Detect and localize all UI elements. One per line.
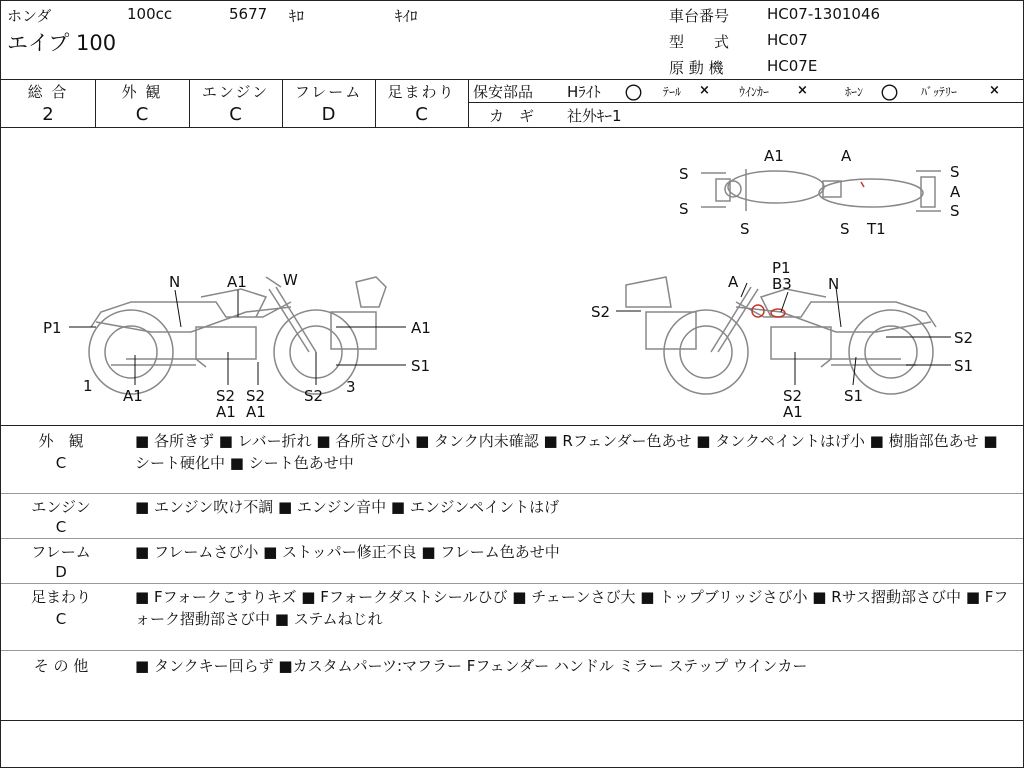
key-value: 社外ｷｰ1: [567, 107, 622, 125]
grades-row: [1, 79, 1023, 128]
grade-label: 総 合: [27, 83, 69, 101]
top-label: S: [840, 220, 850, 238]
right-label: S2: [591, 303, 611, 321]
engine-label: 原 動 機: [669, 59, 724, 77]
right-label: A: [728, 273, 739, 291]
section-label: 足まわり: [30, 588, 91, 606]
grade-label: フレーム: [294, 83, 363, 101]
grade-label: エンジン: [201, 83, 270, 101]
left-label: P1: [43, 319, 62, 337]
safety-horn-label: ﾎｰﾝ: [845, 85, 864, 99]
maker: ホンダ: [7, 7, 52, 25]
section-text: ■ タンクキー回らず ■カスタムパーツ:マフラー Fフェンダー ハンドル ミラー ステップ ウインカー: [135, 657, 808, 675]
key-label: カ ギ: [489, 107, 535, 125]
top-label: S: [679, 200, 689, 218]
grade-overall: [1, 79, 96, 127]
left-label: A1: [227, 273, 247, 291]
left-label: 3: [346, 378, 356, 396]
right-label: A1: [783, 403, 803, 421]
safety-battery-mark: ×: [989, 83, 1000, 98]
left-label: A1: [411, 319, 431, 337]
right-label: S1: [954, 357, 974, 375]
top-label: S: [950, 163, 960, 181]
top-label: S: [740, 220, 750, 238]
right-label: S2: [783, 387, 803, 405]
left-label: 1: [83, 377, 93, 395]
model-name: エイプ 100: [7, 31, 117, 55]
grade-exterior: [95, 79, 190, 127]
right-label: B3: [772, 275, 792, 293]
displacement: 100cc: [127, 5, 173, 23]
section-label: 外 観: [38, 432, 84, 450]
mileage-unit-2: ｷｲﾛ: [395, 7, 418, 25]
mileage-unit: ｷﾛ: [289, 7, 305, 25]
grade-engine: [189, 79, 283, 127]
grade-label: 外 観: [121, 83, 163, 101]
section-grade: C: [55, 518, 67, 536]
left-label: S2: [216, 387, 236, 405]
top-label: A: [950, 183, 961, 201]
safety-headlight-label: Hﾗｲﾄ: [567, 83, 601, 101]
safety-horn-mark: 〇: [881, 84, 898, 104]
section-text: ■ Fフォークこすりキズ ■ Fフォークダストシールひび ■ チェーンさび大 ■ トップブリッジさび小 ■ Rサス摺動部さび中 ■ Fフォーク摺動部さび中 ■ ステムねじれ: [135, 588, 1009, 628]
section-exterior: [1, 426, 1023, 494]
safety-tail-label: ﾃｰﾙ: [663, 85, 682, 99]
diagram-labels: [43, 147, 973, 421]
section-text: ■ 各所きず ■ レバー折れ ■ 各所さび小 ■ タンク内未確認 ■ Rフェンダー色あせ ■ タンクペイントはげ小 ■ 樹脂部色あせ ■ シート硬化中 ■ シート色あせ中: [135, 432, 998, 472]
section-label: エンジン: [31, 498, 91, 516]
safety-headlight-mark: 〇: [625, 84, 642, 104]
section-suspension: [1, 584, 1023, 651]
frame-no: HC07-1301046: [767, 5, 881, 23]
safety-title: 保安部品: [473, 83, 534, 101]
section-grade: D: [55, 563, 67, 581]
frame-no-label: 車台番号: [669, 7, 730, 25]
section-text: ■ エンジン吹け不調 ■ エンジン音中 ■ エンジンペイントはげ: [135, 498, 560, 516]
grade-frame: [282, 79, 376, 127]
engine-value: HC07E: [767, 57, 818, 75]
left-label: S1: [411, 357, 431, 375]
grade-value: D: [321, 104, 336, 125]
left-label: A1: [246, 403, 266, 421]
grade-value: C: [135, 104, 149, 125]
left-label: W: [283, 271, 298, 289]
top-label: A: [841, 147, 852, 165]
grade-suspension: [375, 79, 469, 127]
top-label: S: [679, 165, 689, 183]
right-label: N: [828, 275, 840, 293]
right-label: S2: [954, 329, 974, 347]
type-value: HC07: [767, 31, 808, 49]
section-engine: [1, 494, 1023, 539]
section-frame: [1, 539, 1023, 584]
left-label: A1: [216, 403, 236, 421]
safety-row: [469, 79, 1023, 103]
damage-diagram: [1, 127, 1023, 426]
top-label: S: [950, 202, 960, 220]
section-other: [1, 651, 1023, 721]
left-label: S2: [246, 387, 266, 405]
left-label: A1: [123, 387, 143, 405]
section-label: そ の 他: [33, 657, 89, 675]
top-label: A1: [764, 147, 784, 165]
grade-value: C: [415, 104, 428, 125]
section-grade: C: [55, 454, 67, 472]
header: [1, 1, 1023, 80]
safety-battery-label: ﾊﾞｯﾃﾘｰ: [921, 85, 958, 99]
section-grade: C: [55, 610, 67, 628]
motorcycle-diagram: [1, 127, 1023, 425]
right-label: P1: [772, 259, 791, 277]
top-label: T1: [867, 220, 886, 238]
right-side-bike: [626, 277, 936, 394]
section-label: フレーム: [31, 543, 91, 561]
type-label: 型 式: [669, 33, 730, 51]
left-label: S2: [304, 387, 324, 405]
section-text: ■ フレームさび小 ■ ストッパー修正不良 ■ フレーム色あせ中: [135, 543, 560, 561]
safety-parts: [469, 79, 1023, 127]
mileage: 5677: [229, 5, 268, 23]
top-view-bike: [701, 169, 941, 211]
safety-winker-mark: ×: [797, 83, 808, 98]
left-label: N: [169, 273, 181, 291]
grade-value: 2: [42, 104, 54, 125]
grade-label: 足まわり: [387, 83, 456, 101]
safety-tail-mark: ×: [699, 83, 710, 98]
safety-winker-label: ｳｲﾝｶｰ: [739, 85, 770, 99]
grade-value: C: [229, 104, 242, 125]
leader-lines: [69, 283, 951, 385]
right-label: S1: [844, 387, 864, 405]
